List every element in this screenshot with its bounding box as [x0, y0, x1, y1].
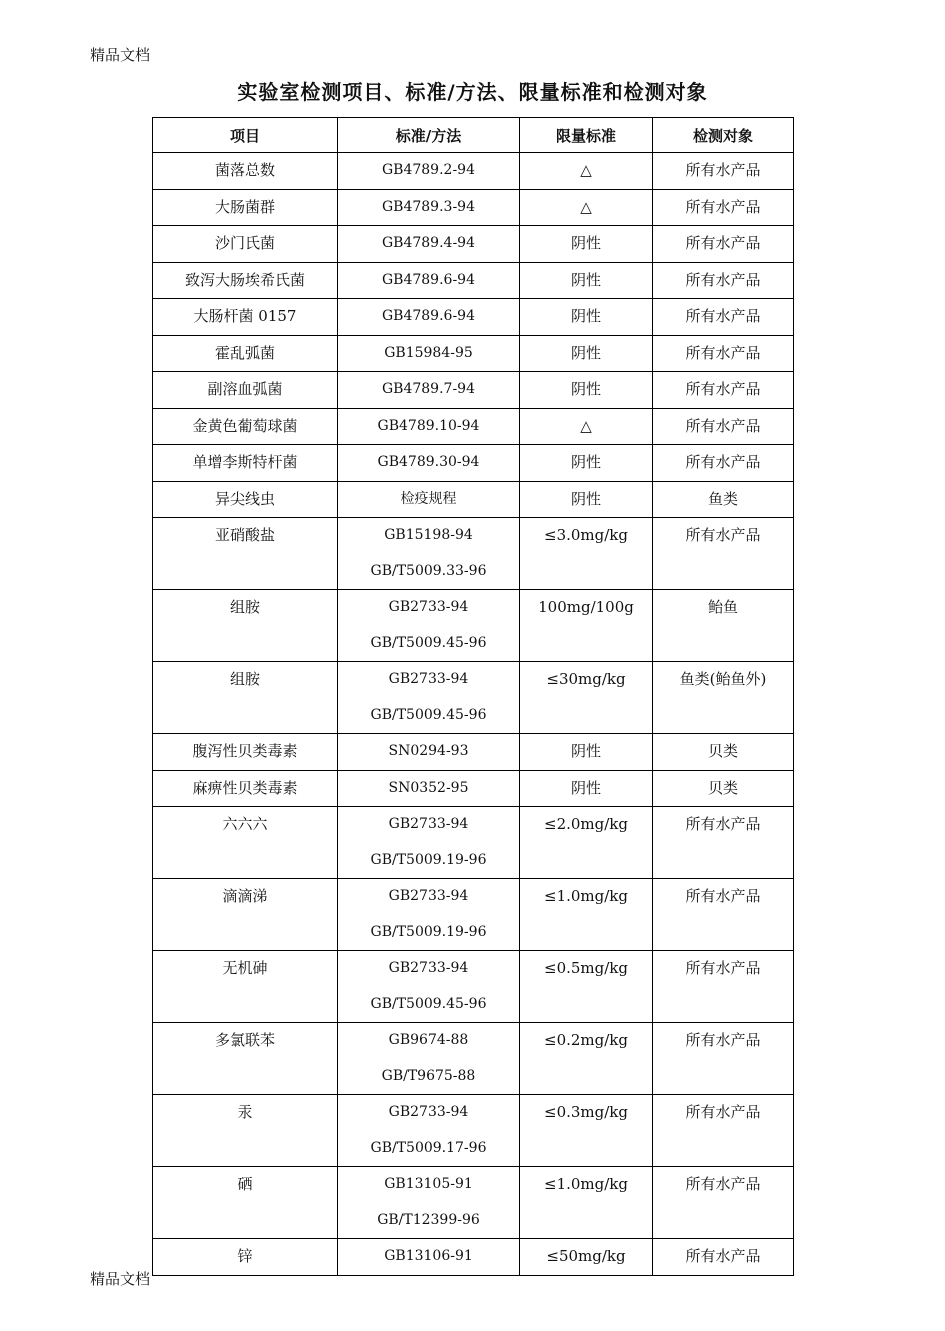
limit-cell [520, 372, 653, 409]
standard-cell [338, 662, 520, 734]
standard-code: GB/T9675-88 [381, 1067, 476, 1084]
item-cell [153, 481, 338, 518]
spec-table [152, 117, 794, 1276]
target-name: 所有水产品 [685, 1103, 761, 1121]
table-row [153, 951, 794, 1023]
table-row [153, 153, 794, 190]
item-cell [153, 408, 338, 445]
standard-code: GB/T5009.33-96 [370, 562, 487, 579]
limit-cell [520, 1239, 653, 1276]
target-cell [653, 807, 794, 879]
limit-cell [520, 770, 653, 807]
limit-cell [520, 1023, 653, 1095]
table-row [153, 445, 794, 482]
target-cell [653, 879, 794, 951]
table-row [153, 299, 794, 336]
table-row [153, 770, 794, 807]
standard-code: GB9674-88 [388, 1032, 469, 1048]
limit-cell [520, 518, 653, 590]
standard-code: SN0352-95 [388, 779, 469, 796]
item-name: 麻痹性贝类毒素 [192, 778, 298, 797]
table-row [153, 1095, 794, 1167]
standard-code: GB/T5009.45-96 [370, 706, 487, 723]
item-name: 副溶血弧菌 [207, 380, 283, 398]
target-name: 所有水产品 [685, 234, 761, 252]
target-name: 所有水产品 [685, 1031, 761, 1049]
item-cell [153, 770, 338, 807]
item-name: 菌落总数 [214, 161, 275, 179]
limit-value: ≤0.5mg/kg [544, 959, 628, 977]
standard-code: GB4789.4-94 [381, 235, 475, 251]
limit-cell [520, 481, 653, 518]
column-header-standard: 标准/方法 [338, 118, 520, 153]
standard-code: GB4789.7-94 [381, 381, 475, 397]
table-row [153, 879, 794, 951]
limit-cell [520, 734, 653, 771]
limit-value: 100mg/100g [538, 598, 634, 616]
limit-value: ≤2.0mg/kg [544, 815, 628, 833]
item-cell [153, 445, 338, 482]
item-name: 六六六 [222, 815, 268, 833]
standard-code: GB2733-94 [388, 599, 469, 615]
item-name: 霍乱弧菌 [214, 343, 275, 362]
standard-cell [338, 590, 520, 662]
limit-cell [520, 807, 653, 879]
standard-cell [338, 734, 520, 771]
limit-value: 阴性 [570, 270, 601, 289]
item-cell [153, 153, 338, 190]
standard-cell [338, 408, 520, 445]
target-name: 所有水产品 [685, 307, 761, 325]
target-cell [653, 226, 794, 263]
target-name: 所有水产品 [685, 1247, 761, 1265]
standard-code: GB4789.10-94 [377, 417, 480, 434]
item-cell [153, 189, 338, 226]
item-cell [153, 1023, 338, 1095]
target-name: 鲐鱼 [707, 598, 738, 616]
table-row [153, 1167, 794, 1239]
standard-code: GB/T5009.17-96 [370, 1139, 487, 1156]
table-header-row [153, 118, 794, 153]
standard-code: GB2733-94 [388, 816, 469, 832]
table-row [153, 734, 794, 771]
item-name: 亚硝酸盐 [214, 526, 275, 544]
item-name: 锌 [237, 1247, 253, 1265]
limit-value: 阴性 [570, 234, 601, 252]
item-name: 金黄色葡萄球菌 [192, 416, 298, 435]
standard-code: GB/T5009.45-96 [370, 634, 487, 651]
limit-cell [520, 262, 653, 299]
limit-cell [520, 408, 653, 445]
limit-cell [520, 1095, 653, 1167]
target-name: 贝类 [707, 778, 738, 797]
target-cell [653, 299, 794, 336]
target-cell [653, 518, 794, 590]
header-note: 精品文档 [90, 46, 151, 64]
standard-cell [338, 299, 520, 336]
standard-code: GB/T12399-96 [377, 1211, 480, 1228]
item-cell [153, 299, 338, 336]
target-name: 所有水产品 [685, 416, 761, 435]
standard-code: GB13106-91 [384, 1248, 473, 1264]
item-cell [153, 372, 338, 409]
item-name: 单增李斯特杆菌 [192, 453, 298, 471]
item-cell [153, 226, 338, 263]
item-cell [153, 951, 338, 1023]
standard-cell [338, 335, 520, 372]
item-cell [153, 662, 338, 734]
item-cell [153, 335, 338, 372]
standard-cell [338, 226, 520, 263]
target-name: 所有水产品 [685, 526, 761, 544]
target-cell [653, 445, 794, 482]
page-title: 实验室检测项目、标准/方法、限量标准和检测对象 [237, 80, 708, 104]
standard-code: GB15984-95 [384, 344, 473, 361]
table-row [153, 335, 794, 372]
table-row [153, 1023, 794, 1095]
limit-value: 阴性 [570, 489, 601, 508]
table-row [153, 408, 794, 445]
target-name: 贝类 [707, 742, 738, 760]
standard-code: GB15198-94 [384, 527, 473, 543]
limit-value: ≤0.2mg/kg [544, 1031, 628, 1049]
standard-code: GB13105-91 [384, 1176, 473, 1192]
limit-value: 阴性 [570, 343, 601, 362]
limit-value: 阴性 [570, 307, 601, 325]
limit-cell [520, 590, 653, 662]
limit-value: ≤50mg/kg [546, 1247, 626, 1265]
limit-value: 阴性 [570, 778, 601, 797]
standard-code: GB4789.30-94 [377, 454, 480, 470]
standard-cell [338, 951, 520, 1023]
limit-value: ≤30mg/kg [546, 670, 626, 688]
standard-cell [338, 1095, 520, 1167]
standard-cell [338, 481, 520, 518]
item-cell [153, 1095, 338, 1167]
limit-cell [520, 189, 653, 226]
target-cell [653, 662, 794, 734]
target-cell [653, 189, 794, 226]
standard-cell [338, 153, 520, 190]
column-header-limit: 限量标准 [520, 118, 653, 153]
limit-cell [520, 299, 653, 336]
standard-code: GB2733-94 [388, 671, 469, 687]
item-cell [153, 590, 338, 662]
limit-cell [520, 951, 653, 1023]
item-cell [153, 734, 338, 771]
item-name: 致泻大肠埃希氏菌 [184, 270, 305, 289]
limit-value: △ [580, 416, 592, 435]
limit-cell [520, 153, 653, 190]
target-name: 所有水产品 [685, 270, 761, 289]
limit-cell [520, 1167, 653, 1239]
item-name: 无机砷 [222, 959, 268, 977]
limit-value: 阴性 [570, 742, 601, 760]
table-row [153, 372, 794, 409]
column-header-target: 检测对象 [653, 118, 794, 153]
standard-code: GB2733-94 [388, 888, 469, 904]
standard-code: GB2733-94 [388, 960, 469, 976]
standard-code: GB/T5009.19-96 [370, 851, 487, 868]
item-name: 大肠菌群 [214, 197, 275, 216]
target-cell [653, 1167, 794, 1239]
limit-cell [520, 879, 653, 951]
item-name: 组胺 [229, 670, 260, 688]
standard-cell [338, 770, 520, 807]
table-row [153, 1239, 794, 1276]
item-name: 多氯联苯 [214, 1031, 275, 1049]
item-cell [153, 1239, 338, 1276]
limit-cell [520, 445, 653, 482]
limit-cell [520, 662, 653, 734]
target-name: 所有水产品 [685, 959, 761, 977]
limit-value: △ [580, 161, 592, 179]
item-name: 硒 [237, 1175, 253, 1193]
target-cell [653, 590, 794, 662]
target-cell [653, 408, 794, 445]
standard-code: GB4789.3-94 [381, 198, 475, 215]
limit-cell [520, 335, 653, 372]
item-cell [153, 262, 338, 299]
standard-cell [338, 1023, 520, 1095]
table-row [153, 262, 794, 299]
target-name: 所有水产品 [685, 380, 761, 398]
item-name: 滴滴涕 [222, 887, 268, 905]
standard-cell [338, 879, 520, 951]
standard-code: GB4789.6-94 [381, 308, 475, 324]
table-row [153, 226, 794, 263]
item-name: 大肠杆菌 0157 [193, 307, 297, 325]
footer-note: 精品文档 [90, 1270, 151, 1288]
standard-code: GB4789.2-94 [381, 162, 475, 178]
item-name: 汞 [237, 1103, 253, 1121]
standard-cell [338, 262, 520, 299]
target-cell [653, 153, 794, 190]
target-name: 所有水产品 [685, 887, 761, 905]
limit-value: ≤0.3mg/kg [544, 1103, 628, 1121]
limit-value: △ [580, 197, 592, 216]
item-cell [153, 807, 338, 879]
standard-cell [338, 372, 520, 409]
standard-cell [338, 807, 520, 879]
limit-cell [520, 226, 653, 263]
standard-cell [338, 445, 520, 482]
target-name: 鱼类 [707, 489, 738, 508]
limit-value: ≤1.0mg/kg [544, 1175, 628, 1193]
target-name: 所有水产品 [685, 815, 761, 833]
column-header-item: 项目 [153, 118, 338, 153]
standard-code: GB/T5009.19-96 [370, 923, 487, 940]
target-cell [653, 372, 794, 409]
table-row [153, 807, 794, 879]
limit-value: ≤3.0mg/kg [544, 526, 628, 544]
standard-cell [338, 1239, 520, 1276]
target-cell [653, 1095, 794, 1167]
limit-value: 阴性 [570, 380, 601, 398]
limit-value: 阴性 [570, 453, 601, 471]
item-cell [153, 1167, 338, 1239]
target-cell [653, 481, 794, 518]
table-row [153, 662, 794, 734]
target-cell [653, 335, 794, 372]
target-name: 所有水产品 [685, 1175, 761, 1193]
target-name: 鱼类(鲐鱼外) [679, 670, 767, 688]
item-cell [153, 518, 338, 590]
item-cell [153, 879, 338, 951]
standard-code: GB4789.6-94 [381, 271, 475, 288]
table-row [153, 481, 794, 518]
target-name: 所有水产品 [685, 343, 761, 362]
table-row [153, 189, 794, 226]
target-name: 所有水产品 [685, 453, 761, 471]
target-name: 所有水产品 [685, 161, 761, 179]
target-cell [653, 1239, 794, 1276]
target-cell [653, 1023, 794, 1095]
target-cell [653, 734, 794, 771]
standard-code: GB2733-94 [388, 1104, 469, 1120]
item-name: 异尖线虫 [214, 489, 275, 508]
target-name: 所有水产品 [685, 197, 761, 216]
standard-cell [338, 518, 520, 590]
limit-value: ≤1.0mg/kg [544, 887, 628, 905]
standard-code: GB/T5009.45-96 [370, 995, 487, 1012]
target-cell [653, 262, 794, 299]
item-name: 沙门氏菌 [214, 234, 275, 252]
target-cell [653, 770, 794, 807]
standard-cell [338, 189, 520, 226]
item-name: 腹泻性贝类毒素 [192, 742, 298, 760]
table-row [153, 518, 794, 590]
standard-code: SN0294-93 [388, 743, 469, 759]
standard-code: 检疫规程 [400, 490, 457, 507]
standard-cell [338, 1167, 520, 1239]
table-row [153, 590, 794, 662]
target-cell [653, 951, 794, 1023]
item-name: 组胺 [229, 598, 260, 616]
